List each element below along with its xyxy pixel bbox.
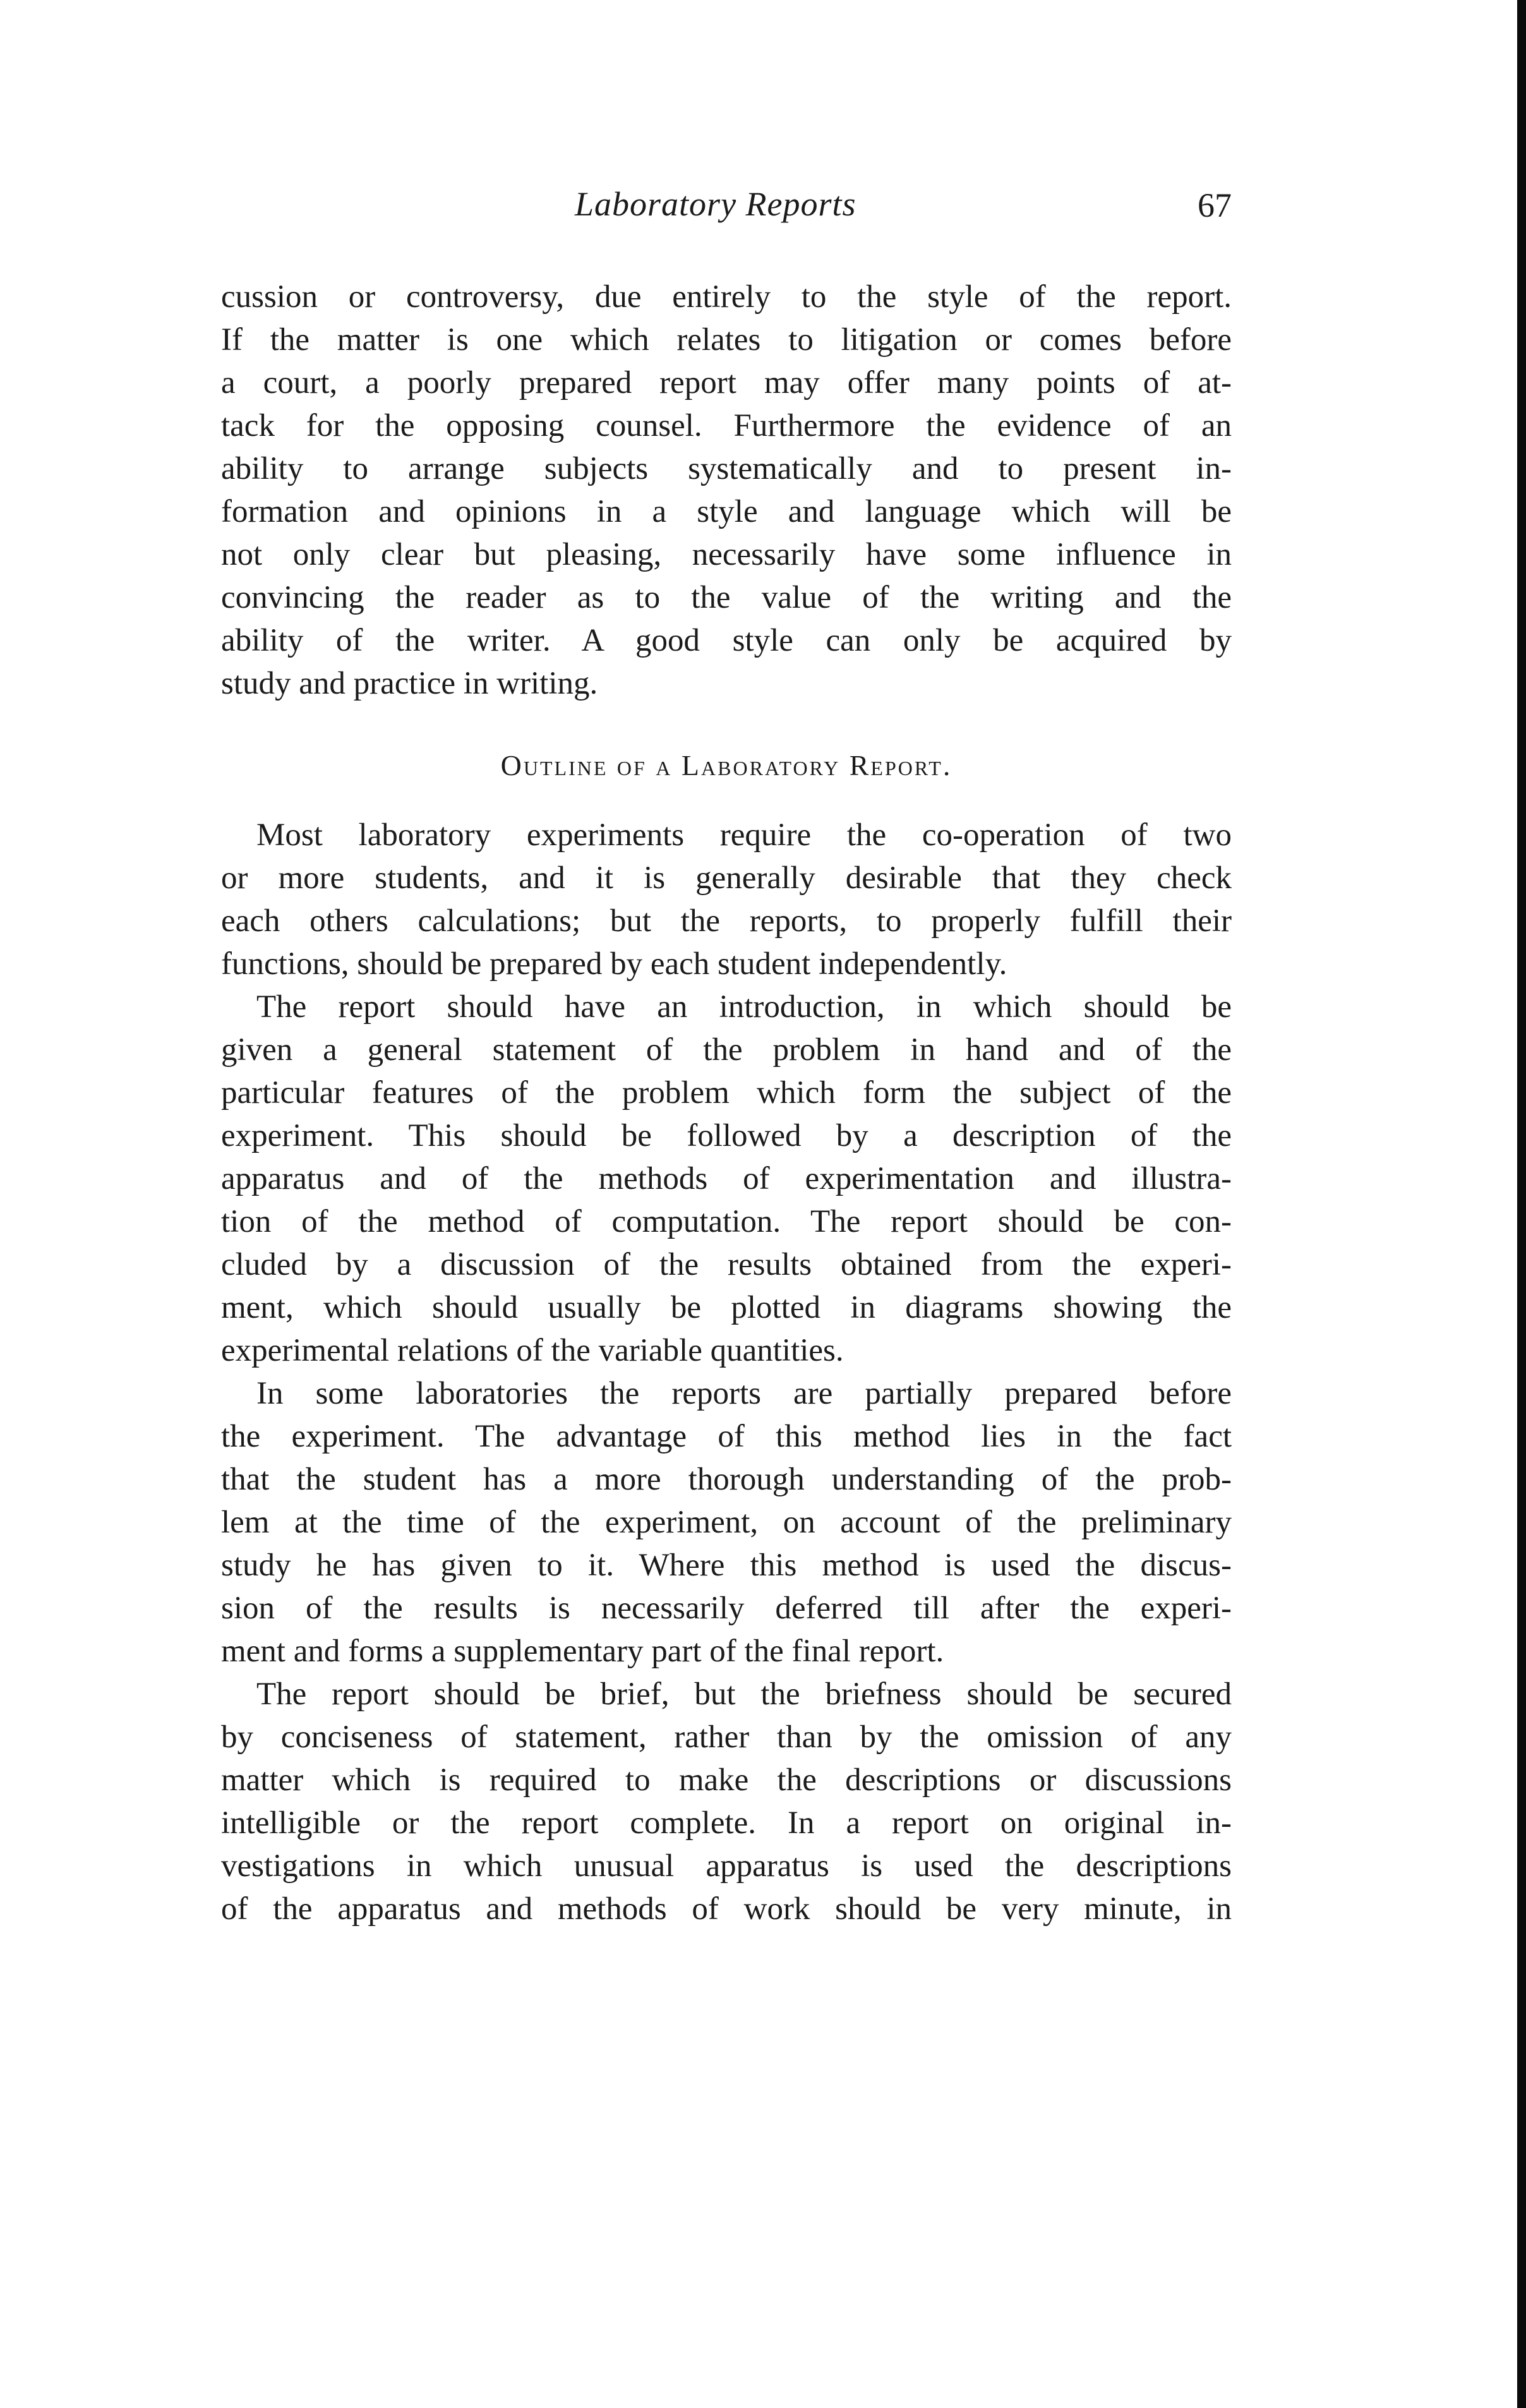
text-line: ment, which should usually be plotted in diagrams showing the <box>221 1290 1232 1325</box>
text-line: experimental relations of the variable quantities. <box>221 1333 844 1368</box>
text-line: a court, a poorly prepared report may offer many points of at- <box>221 365 1232 400</box>
text-line: functions, should be prepared by each student independently. <box>221 946 1007 982</box>
text-line: Most laboratory experiments require the co-operation of two <box>256 817 1232 853</box>
text-line: experiment. This should be followed by a description of the <box>221 1118 1232 1153</box>
text-line: If the matter is one which relates to litigation or comes before <box>221 322 1232 358</box>
text-line: particular features of the problem which form the subject of the <box>221 1075 1232 1111</box>
text-line: ability of the writer. A good style can only be acquired by <box>221 623 1232 658</box>
paragraph <box>221 1372 1232 1673</box>
text-line: of the apparatus and methods of work should be very minute, in <box>221 1891 1232 1927</box>
page-number: 67 <box>1198 186 1232 224</box>
section-heading: Outline of a Laboratory Report. <box>500 749 952 781</box>
text-line: each others calculations; but the reports, to properly fulfill their <box>221 903 1232 939</box>
text-line: apparatus and of the methods of experimentation and illustra- <box>221 1161 1232 1196</box>
text-line: vestigations in which unusual apparatus is used the descriptions <box>221 1848 1232 1884</box>
text-line: by conciseness of statement, rather than by the omission of any <box>221 1719 1232 1755</box>
running-head <box>221 184 1232 241</box>
text-line: that the student has a more thorough understanding of the prob- <box>221 1462 1232 1497</box>
text-line: sion of the results is necessarily deferred till after the experi- <box>221 1591 1232 1626</box>
text-block <box>221 275 1232 1930</box>
text-line: tion of the method of computation. The report should be con- <box>221 1204 1232 1239</box>
text-line: convincing the reader as to the value of the writing and the <box>221 580 1232 615</box>
text-line: matter which is required to make the descriptions or discussions <box>221 1762 1232 1798</box>
paragraph <box>221 814 1232 985</box>
text-line: study and practice in writing. <box>221 666 598 701</box>
text-line: or more students, and it is generally desirable that they check <box>221 860 1232 896</box>
text-line: intelligible or the report complete. In a report on original in- <box>221 1805 1232 1841</box>
text-line: not only clear but pleasing, necessarily have some influence in <box>221 537 1232 572</box>
paragraph <box>221 1673 1232 1930</box>
paragraph <box>221 985 1232 1372</box>
text-line: The report should have an introduction, in which should be <box>256 989 1232 1025</box>
text-line: In some laboratories the reports are partially prepared before <box>256 1376 1232 1411</box>
text-line: tack for the opposing counsel. Furthermore the evidence of an <box>221 408 1232 443</box>
text-line: ability to arrange subjects systematically and to present in- <box>221 451 1232 486</box>
text-line: ment and forms a supplementary part of the final report. <box>221 1634 944 1669</box>
text-line: given a general statement of the problem in hand and of the <box>221 1032 1232 1068</box>
scan-edge <box>1517 0 1526 2408</box>
text-line: study he has given to it. Where this method is used the discus- <box>221 1548 1232 1583</box>
text-line: the experiment. The advantage of this method lies in the fact <box>221 1419 1232 1454</box>
text-line: lem at the time of the experiment, on account of the preliminary <box>221 1505 1232 1540</box>
paragraph-continued <box>221 275 1232 705</box>
text-line: The report should be brief, but the briefness should be secured <box>256 1677 1232 1712</box>
text-line: cussion or controversy, due entirely to the style of the report. <box>221 279 1232 315</box>
text-line: formation and opinions in a style and language which will be <box>221 494 1232 529</box>
running-title: Laboratory Reports <box>575 185 856 223</box>
text-line: cluded by a discussion of the results obtained from the experi- <box>221 1247 1232 1282</box>
